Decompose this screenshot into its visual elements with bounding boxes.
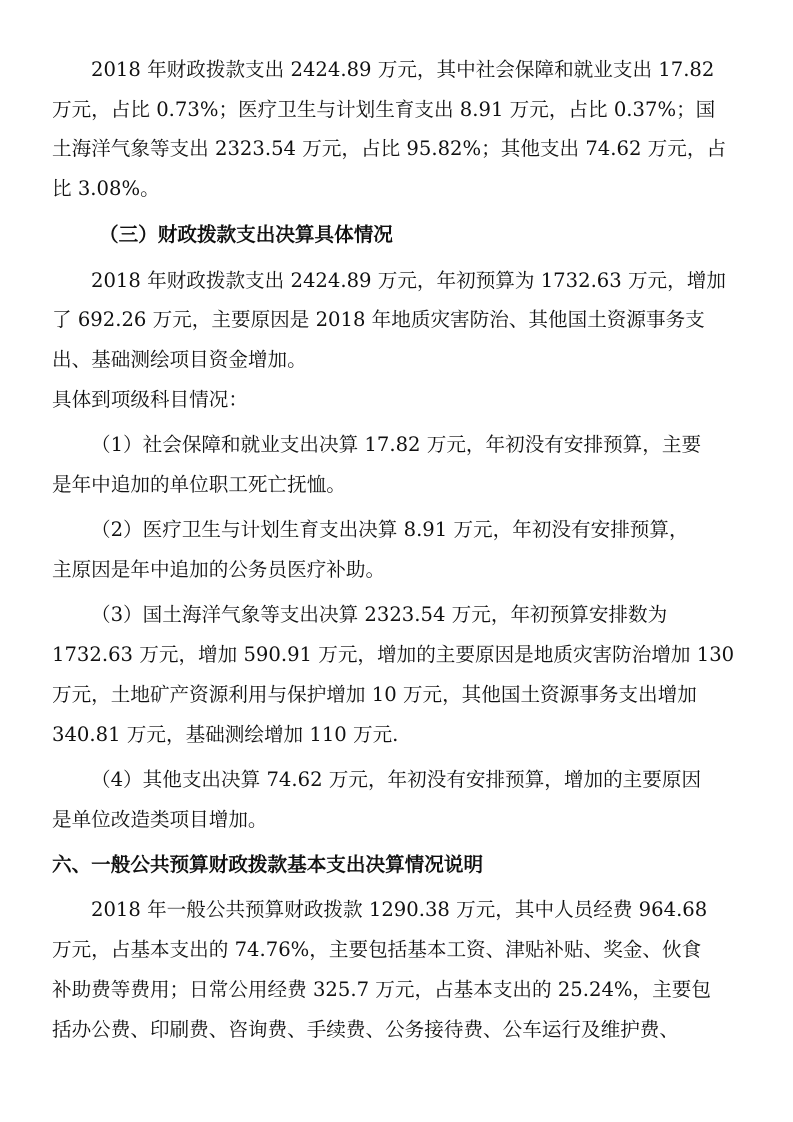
item-3-line-2: 1732.63 万元，增加 590.91 万元，增加的主要原因是地质灾害防治增加 130 xyxy=(52,643,735,666)
item-3-line-3: 万元，土地矿产资源利用与保护增加 10 万元，其他国土资源事务支出增加 xyxy=(52,683,697,706)
item-1-line-2: 是年中追加的单位职工死亡抚恤。 xyxy=(52,473,346,496)
item-3-line-1: （3）国土海洋气象等支出决算 2323.54 万元，年初预算安排数为 xyxy=(91,603,668,626)
paragraph-2-line-3: 出、基础测绘项目资金增加。 xyxy=(52,348,307,371)
paragraph-1-line-3: 土海洋气象等支出 2323.54 万元，占比 95.82%；其他支出 74.62 万元，占 xyxy=(52,137,727,160)
paragraph-2-line-2: 了 692.26 万元，主要原因是 2018 年地质灾害防治、其他国土资源事务支 xyxy=(52,308,705,331)
item-2-line-2: 主原因是年中追加的公务员医疗补助。 xyxy=(52,558,386,581)
section-heading-6: 六、一般公共预算财政拨款基本支出决算情况说明 xyxy=(52,853,484,876)
item-4-line-2: 是单位改造类项目增加。 xyxy=(52,808,268,831)
paragraph-3-line-2: 万元，占基本支出的 74.76%，主要包括基本工资、津贴补贴、奖金、伙食 xyxy=(52,938,702,961)
paragraph-1-line-1: 2018 年财政拨款支出 2424.89 万元，其中社会保障和就业支出 17.82 xyxy=(91,58,715,81)
item-3-line-4: 340.81 万元，基础测绘增加 110 万元. xyxy=(52,723,399,746)
paragraph-3-line-3: 补助费等费用；日常公用经费 325.7 万元，占基本支出的 25.24%，主要包 xyxy=(52,978,711,1001)
paragraph-3-line-4: 括办公费、印刷费、咨询费、手续费、公务接待费、公车运行及维护费、 xyxy=(52,1018,679,1041)
subitems-intro: 具体到项级科目情况： xyxy=(52,388,248,411)
paragraph-1-line-2: 万元，占比 0.73%；医疗卫生与计划生育支出 8.91 万元，占比 0.37%；国 xyxy=(52,98,716,121)
section-heading-3: （三）财政拨款支出决算具体情况 xyxy=(99,223,393,246)
item-4-line-1: （4）其他支出决算 74.62 万元，年初没有安排预算，增加的主要原因 xyxy=(91,768,702,791)
paragraph-3-line-1: 2018 年一般公共预算财政拨款 1290.38 万元，其中人员经费 964.68 xyxy=(91,898,708,921)
item-1-line-1: （1）社会保障和就业支出决算 17.82 万元，年初没有安排预算，主要 xyxy=(91,433,702,456)
item-2-line-1: （2）医疗卫生与计划生育支出决算 8.91 万元，年初没有安排预算， xyxy=(91,518,689,541)
paragraph-1-line-4: 比 3.08%。 xyxy=(52,177,160,200)
paragraph-2-line-1: 2018 年财政拨款支出 2424.89 万元，年初预算为 1732.63 万元，增加 xyxy=(91,269,726,292)
